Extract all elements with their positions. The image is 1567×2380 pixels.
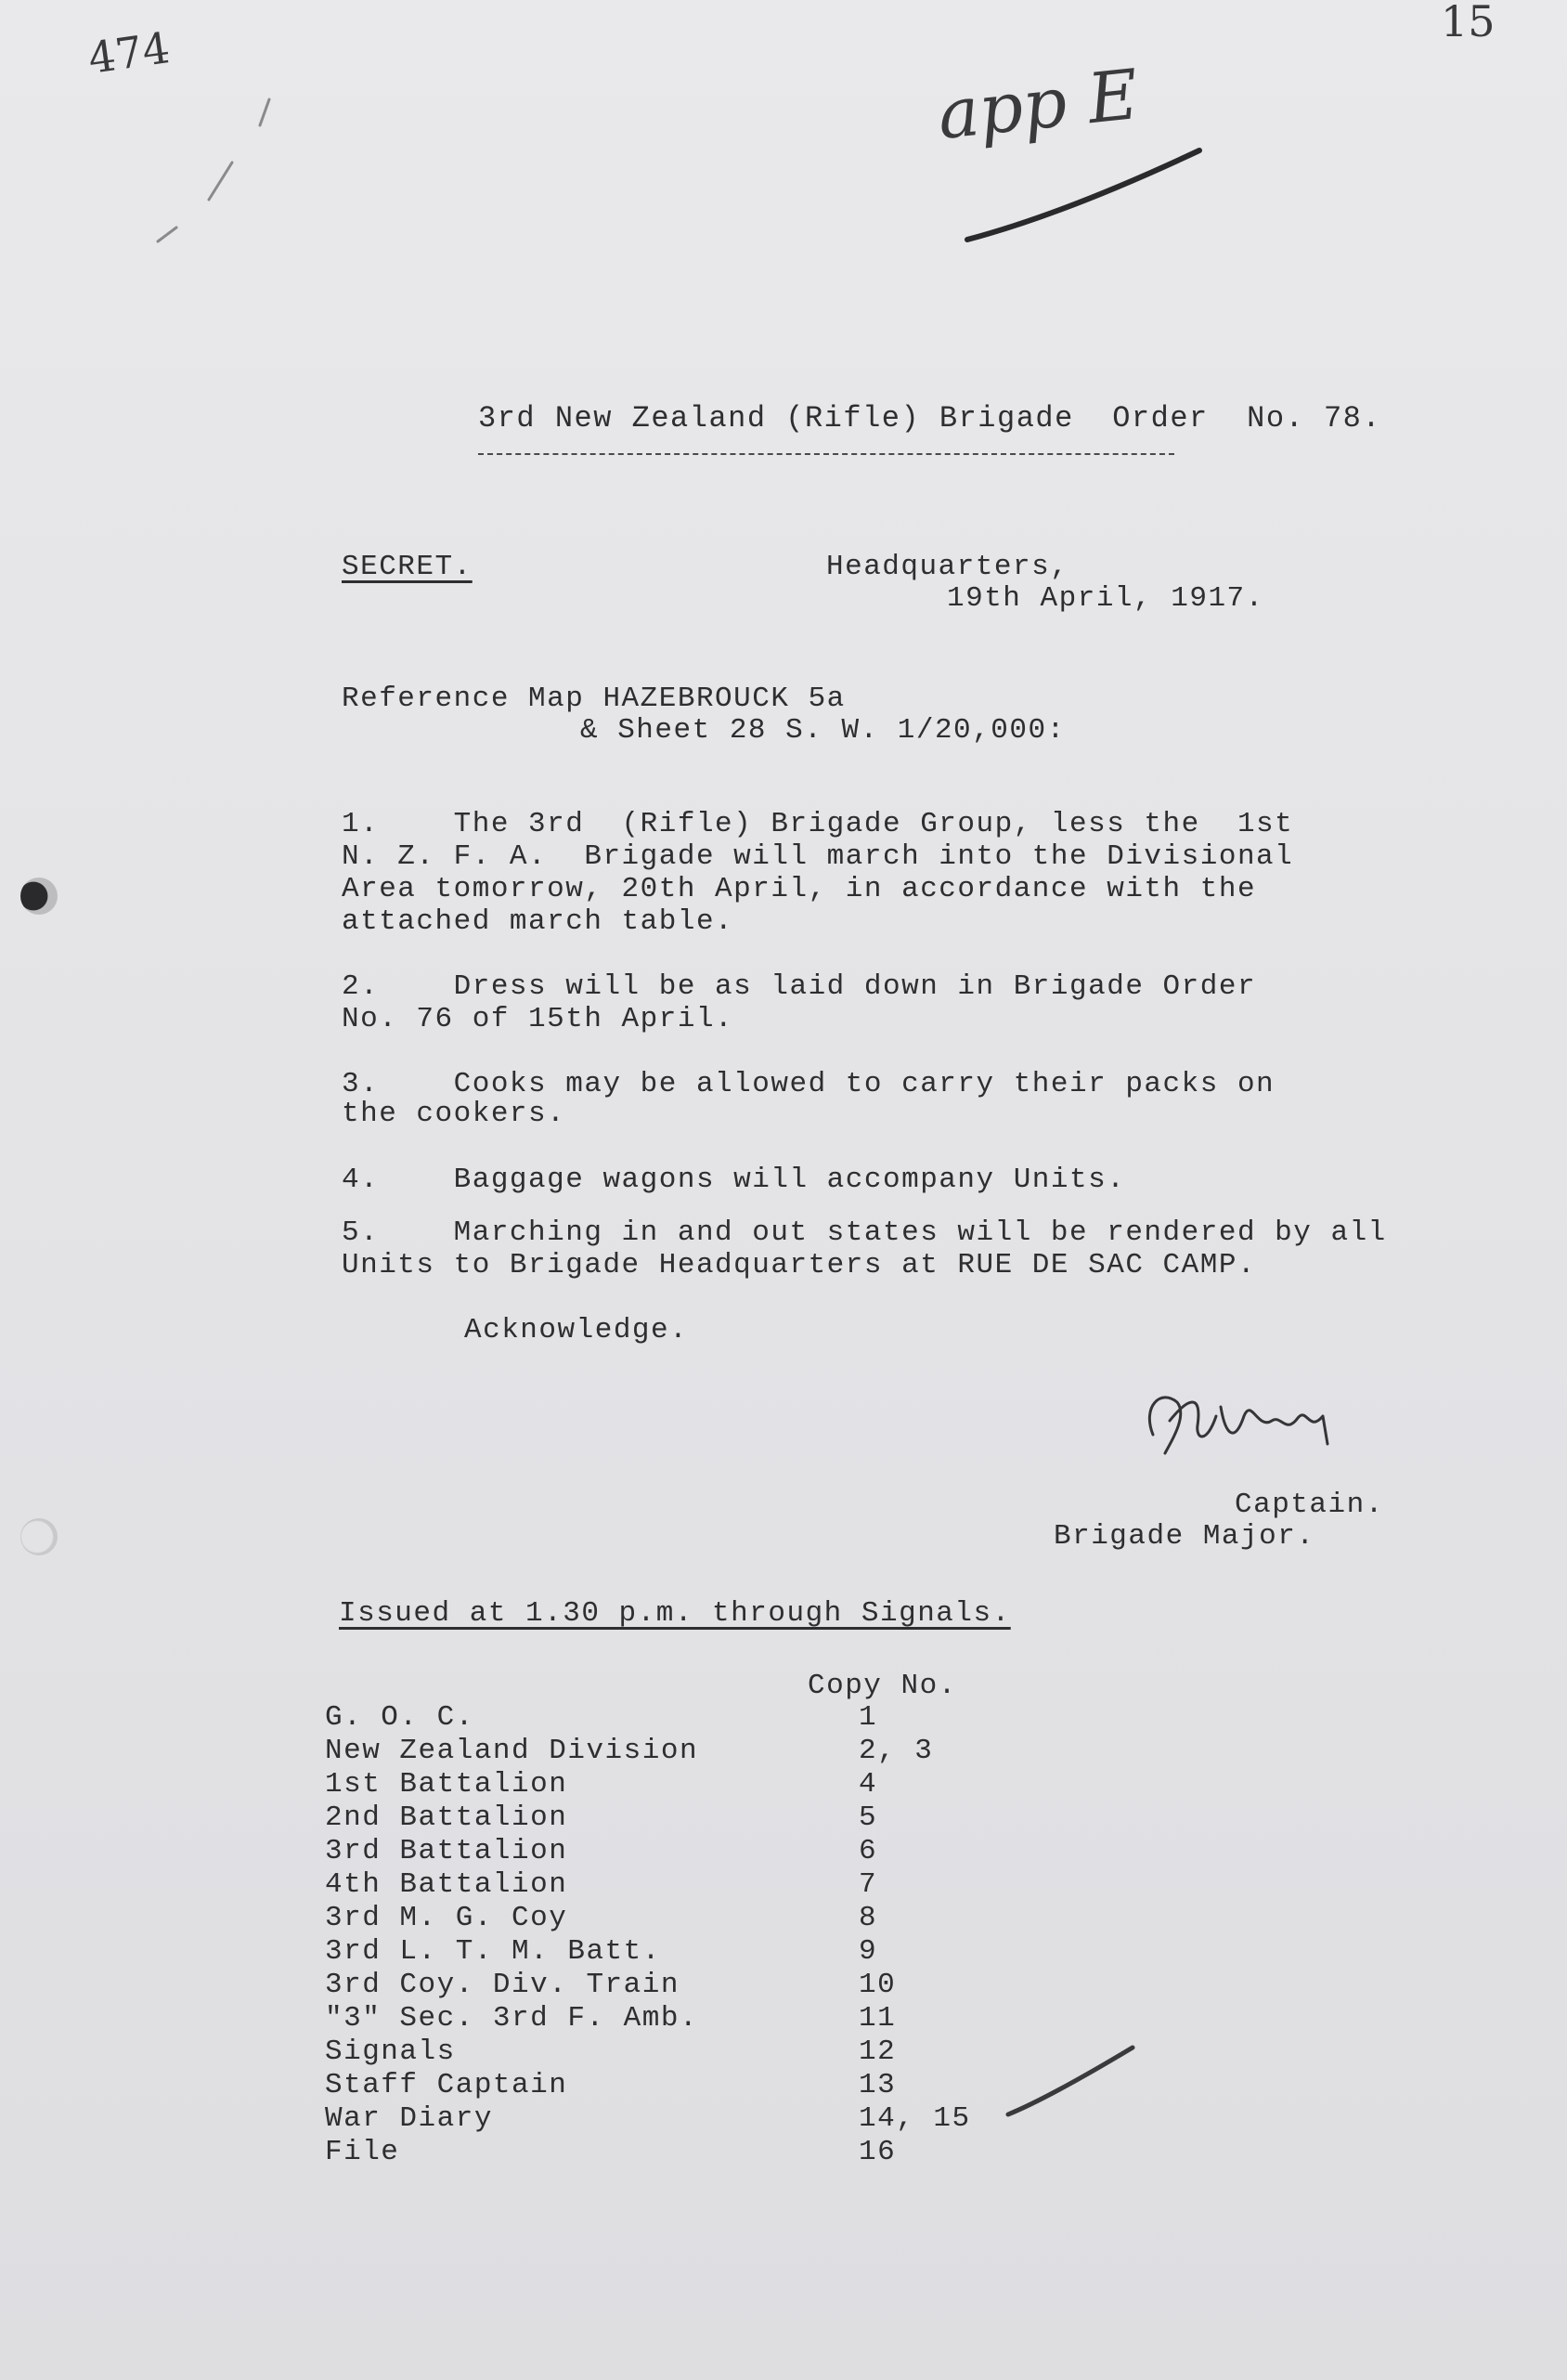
pencil-mark-top-left (121, 88, 288, 246)
recipient-name: 3rd M. G. Coy (325, 1902, 568, 1934)
distribution-row (325, 1902, 1030, 1935)
recipient-name: 4th Battalion (325, 1868, 568, 1901)
acknowledge-line: Acknowledge. (464, 1314, 689, 1346)
paragraph-line: No. 76 of 15th April. (342, 1003, 734, 1035)
appendix-annotation: app E (934, 54, 1143, 156)
recipient-name: 3rd Battalion (325, 1835, 568, 1867)
punch-hole-upper (20, 878, 58, 915)
distribution-row (325, 1935, 1030, 1969)
copy-number: 13 (859, 2069, 897, 2101)
signature-role: Brigade Major. (1054, 1520, 1315, 1553)
copy-number: 14, 15 (859, 2102, 971, 2135)
copy-number: 7 (859, 1868, 878, 1901)
pencil-stroke-annotation (956, 139, 1207, 251)
copy-number: 5 (859, 1801, 878, 1834)
copy-number: 9 (859, 1935, 878, 1968)
paragraph-line: Area tomorrow, 20th April, in accordance with the (342, 873, 1257, 905)
distribution-row (325, 1868, 1030, 1902)
paragraph-line: 2. Dress will be as laid down in Brigade Order (342, 970, 1257, 1003)
distribution-row (325, 2002, 1030, 2035)
paragraph-line: 1. The 3rd (Rifle) Brigade Group, less the 1st (342, 808, 1294, 840)
recipient-name: File (325, 2136, 400, 2168)
recipient-name: Signals (325, 2035, 456, 2068)
recipient-name: Staff Captain (325, 2069, 568, 2101)
copy-number-header: Copy No. (808, 1670, 957, 1702)
distribution-row (325, 1735, 1030, 1768)
copy-number: 1 (859, 1701, 878, 1734)
paragraph-line: attached march table. (342, 905, 734, 938)
recipient-name: War Diary (325, 2102, 493, 2135)
paragraph-line: the cookers. (342, 1098, 566, 1130)
recipient-name: 3rd Coy. Div. Train (325, 1969, 680, 2001)
distribution-row (325, 1768, 1030, 1801)
paragraph-line: 3. Cooks may be allowed to carry their packs on (342, 1068, 1276, 1100)
copy-number: 16 (859, 2136, 897, 2168)
reference-map-line: Reference Map HAZEBROUCK 5a (342, 683, 846, 715)
distribution-row (325, 2035, 1030, 2069)
title-rule (478, 453, 1174, 455)
reference-sheet-line: & Sheet 28 S. W. 1/20,000: (580, 714, 1066, 747)
copy-number: 10 (859, 1969, 897, 2001)
paragraph-line: Units to Brigade Headquarters at RUE DE SAC CAMP. (342, 1249, 1257, 1281)
recipient-name: 3rd L. T. M. Batt. (325, 1935, 661, 1968)
copy-number: 2, 3 (859, 1735, 934, 1767)
distribution-row (325, 1701, 1030, 1735)
copy-number: 12 (859, 2035, 897, 2068)
recipient-name: New Zealand Division (325, 1735, 699, 1767)
recipient-name: 2nd Battalion (325, 1801, 568, 1834)
distribution-row (325, 1835, 1030, 1868)
copy-number: 11 (859, 2002, 897, 2035)
order-title: 3rd New Zealand (Rifle) Brigade Order No. 78. (478, 401, 1382, 436)
recipient-name: G. O. C. (325, 1701, 474, 1734)
distribution-row (325, 1801, 1030, 1835)
tick-mark-annotation (1003, 2038, 1142, 2122)
folio-number-right: 15 (1441, 0, 1496, 46)
headquarters-label: Headquarters, (826, 551, 1069, 583)
recipient-name: 1st Battalion (325, 1768, 568, 1801)
order-date: 19th April, 1917. (947, 582, 1264, 615)
folio-number-left: 474 (84, 22, 174, 84)
signature-rank: Captain. (1235, 1489, 1384, 1521)
handwritten-signature (1133, 1379, 1355, 1467)
distribution-row (325, 2102, 1030, 2136)
paragraph-line: 4. Baggage wagons will accompany Units. (342, 1164, 1126, 1196)
distribution-row (325, 2136, 1030, 2169)
distribution-row (325, 2069, 1030, 2102)
copy-number: 8 (859, 1902, 878, 1934)
recipient-name: "3" Sec. 3rd F. Amb. (325, 2002, 699, 2035)
punch-hole-lower (20, 1518, 58, 1555)
copy-number: 4 (859, 1768, 878, 1801)
issued-line: Issued at 1.30 p.m. through Signals. (339, 1597, 1011, 1630)
paragraph-line: 5. Marching in and out states will be rendered by all (342, 1216, 1387, 1249)
distribution-row (325, 1969, 1030, 2002)
secret-classification: SECRET. (342, 551, 473, 583)
copy-number: 6 (859, 1835, 878, 1867)
paragraph-line: N. Z. F. A. Brigade will march into the Divisional (342, 840, 1294, 873)
